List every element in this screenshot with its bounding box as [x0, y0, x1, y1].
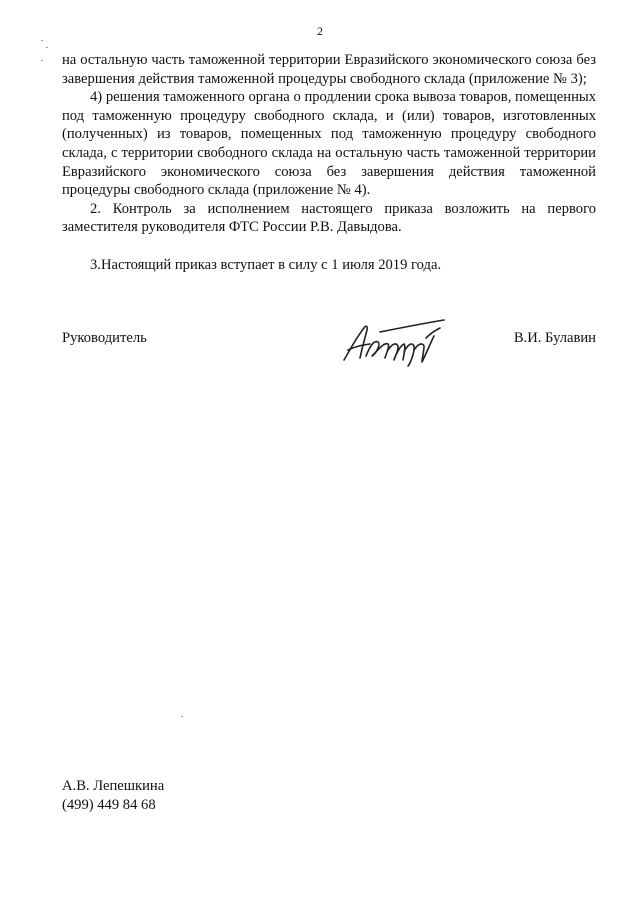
paragraph-item-4: 4) решения таможенного органа о продлении срока вывоза товаров, помещенных под таможенную процедуру свободного склада, и (или) товаров, изготовленных (полученных) из товаров, помещенных под таможенную процедуру свободного склада, с территории свободного склада на остальную часть таможенной территории Евразийского экономического союза без завершения действия таможенной процедуры свободного склада (приложение № 4).	[62, 89, 596, 199]
executor-phone: (499) 449 84 68	[62, 796, 156, 813]
signatory-name: В.И. Булавин	[513, 330, 596, 346]
paragraph-effective-date: 3.Настоящий приказ вступает в силу с 1 июля 2019 года.	[90, 256, 442, 273]
signature-block	[62, 328, 596, 378]
scan-speck	[46, 47, 48, 48]
executor-name: А.В. Лепешкина	[62, 778, 165, 794]
paragraph-control: 2. Контроль за исполнением настоящего приказа возложить на первого заместителя руководителя ФТС России Р.В. Давыдова.	[62, 200, 596, 236]
paragraph-continuation: на остальную часть таможенной территории Евразийского экономического союза без завершения действия таможенной процедуры свободного склада (приложение № 3);	[62, 52, 596, 87]
scan-speck	[181, 716, 183, 717]
page-number: 2	[317, 24, 323, 38]
scan-speck	[41, 40, 43, 41]
handwritten-signature	[340, 316, 448, 368]
document-body	[62, 51, 596, 275]
signatory-position: Руководитель	[62, 330, 147, 346]
executor-block	[62, 777, 164, 814]
scan-speck	[41, 60, 43, 61]
